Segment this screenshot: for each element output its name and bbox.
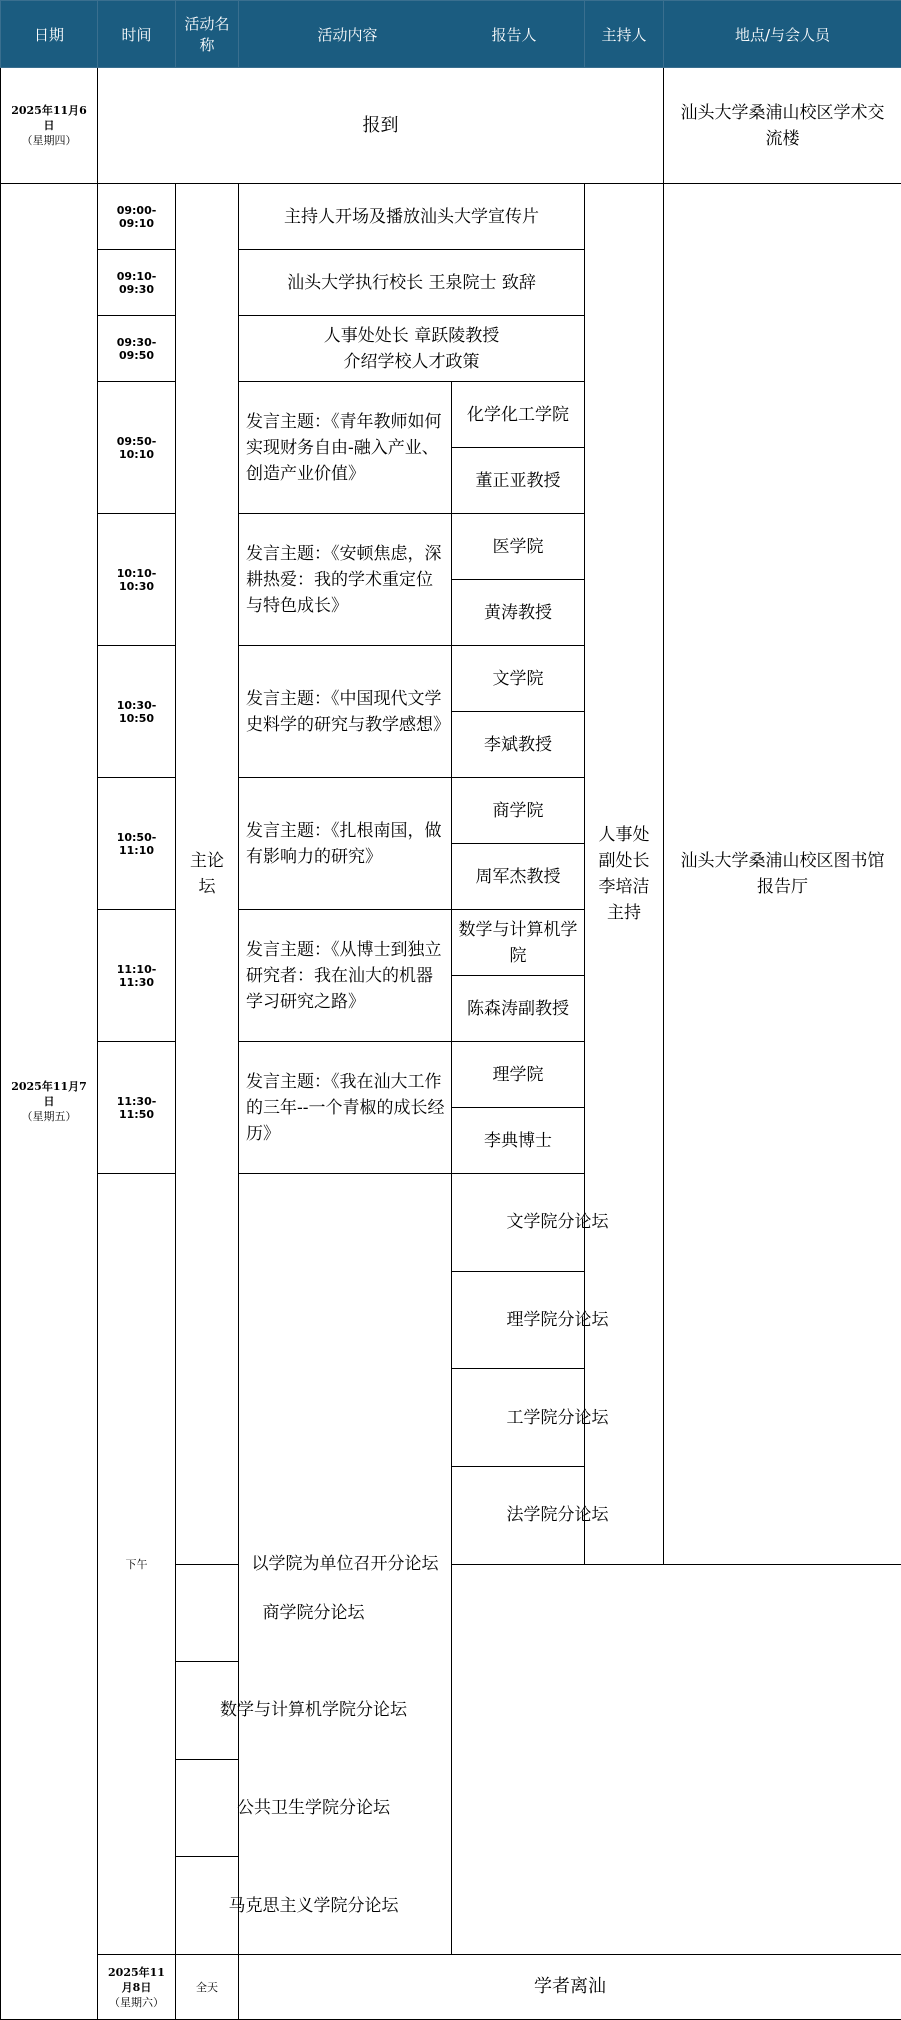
afternoon-time: 下午 <box>98 1174 176 1955</box>
day2-date-cell: 2025年11月7日 （星期五） <box>1 184 98 2020</box>
time-cell: 09:10-09:30 <box>98 250 176 316</box>
forum-item: 马克思主义学院分论坛 <box>176 1857 452 1955</box>
header-content: 活动内容 报告人 <box>239 1 585 68</box>
talk-college: 文学院 <box>452 646 585 712</box>
header-location: 地点/与会人员 <box>664 1 901 68</box>
day3-content: 学者离汕 <box>239 1955 901 2020</box>
forum-item: 数学与计算机学院分论坛 <box>176 1662 452 1760</box>
talk-speaker: 李典博士 <box>452 1108 585 1174</box>
header-date: 日期 <box>1 1 98 68</box>
day1-row <box>1 68 901 184</box>
talk-topic: 发言主题：《安顿焦虑，深耕热爱：我的学术重定位与特色成长》 <box>239 514 452 646</box>
header-host: 主持人 <box>585 1 664 68</box>
time-cell: 10:30-10:50 <box>98 646 176 778</box>
opening-content: 汕头大学执行校长 王泉院士 致辞 <box>239 250 585 316</box>
talk-speaker: 黄涛教授 <box>452 580 585 646</box>
day1-content: 报到 <box>98 68 664 184</box>
forum-item: 理学院分论坛 <box>452 1271 664 1369</box>
day3-date-cell: 2025年11月8日 （星期六） <box>98 1955 176 2020</box>
time-cell: 11:10-11:30 <box>98 910 176 1042</box>
talk-speaker: 周军杰教授 <box>452 844 585 910</box>
forum-item: 公共卫生学院分论坛 <box>176 1759 452 1857</box>
talk-speaker: 董正亚教授 <box>452 448 585 514</box>
talk-topic: 发言主题：《从博士到独立研究者：我在汕大的机器学习研究之路》 <box>239 910 452 1042</box>
main-forum-location: 汕头大学桑浦山校区图书馆报告厅 <box>664 184 901 1565</box>
day3-row <box>1 1955 901 2020</box>
time-cell: 10:10-10:30 <box>98 514 176 646</box>
opening-content: 主持人开场及播放汕头大学宣传片 <box>239 184 585 250</box>
day3-time: 全天 <box>176 1955 239 2020</box>
opening-row <box>1 184 901 250</box>
talk-college: 理学院 <box>452 1042 585 1108</box>
header-time: 时间 <box>98 1 176 68</box>
day1-location: 汕头大学桑浦山校区学术交流楼 <box>664 68 901 184</box>
talk-topic: 发言主题：《中国现代文学史料学的研究与教学感想》 <box>239 646 452 778</box>
day1-date-cell: 2025年11月6日 （星期四） <box>1 68 98 184</box>
forum-item: 商学院分论坛 <box>176 1564 452 1662</box>
time-cell: 09:30-09:50 <box>98 316 176 382</box>
talk-speaker: 李斌教授 <box>452 712 585 778</box>
talk-college: 化学化工学院 <box>452 382 585 448</box>
main-forum-host: 人事处副处长李培洁主持 <box>585 184 664 1565</box>
talk-college: 医学院 <box>452 514 585 580</box>
talk-topic: 发言主题：《青年教师如何实现财务自由-融入产业、创造产业价值》 <box>239 382 452 514</box>
talk-topic: 发言主题：《我在汕大工作的三年--一个青椒的成长经历》 <box>239 1042 452 1174</box>
time-cell: 10:50-11:10 <box>98 778 176 910</box>
talk-topic: 发言主题：《扎根南国，做有影响力的研究》 <box>239 778 452 910</box>
header-row <box>1 1 901 68</box>
forum-item: 法学院分论坛 <box>452 1466 664 1564</box>
time-cell: 09:50-10:10 <box>98 382 176 514</box>
forum-item: 工学院分论坛 <box>452 1369 664 1467</box>
talk-college: 商学院 <box>452 778 585 844</box>
talk-speaker: 陈森涛副教授 <box>452 976 585 1042</box>
main-forum-cell: 主论坛 <box>176 184 239 1565</box>
time-cell: 09:00-09:10 <box>98 184 176 250</box>
talk-college: 数学与计算机学院 <box>452 910 585 976</box>
forum-item: 文学院分论坛 <box>452 1174 664 1272</box>
time-cell: 11:30-11:50 <box>98 1042 176 1174</box>
header-activity: 活动名称 <box>176 1 239 68</box>
afternoon-activity: 以学院为单位召开分论坛 <box>239 1174 452 1955</box>
opening-content: 人事处处长 章跃陵教授 介绍学校人才政策 <box>239 316 585 382</box>
